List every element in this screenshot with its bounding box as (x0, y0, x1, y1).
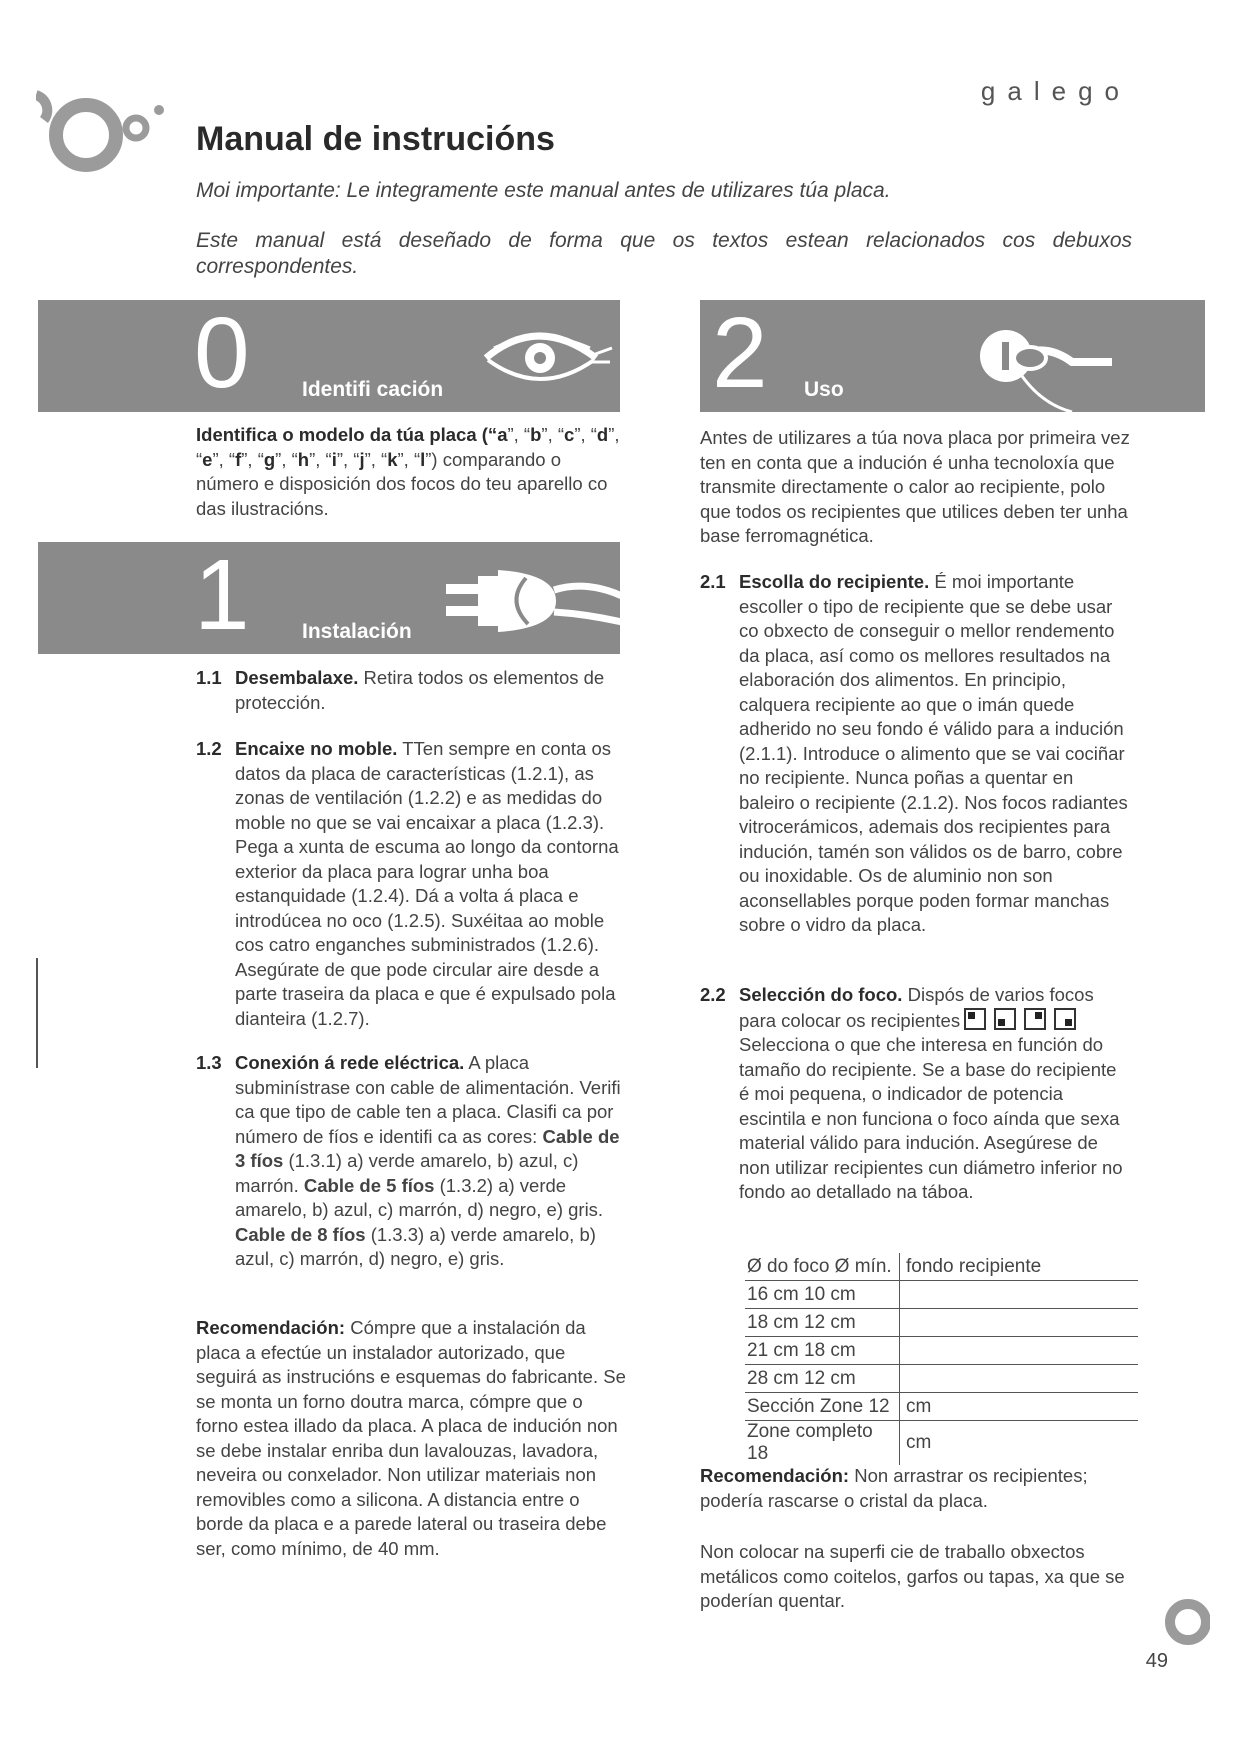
item-2-2-head: Selección do foco. (739, 984, 903, 1005)
section-2-title: Uso (804, 378, 844, 401)
section-0-title: Identifi cación (302, 378, 444, 401)
zone-bottom-left-icon (994, 1008, 1016, 1030)
brand-logo (36, 80, 166, 180)
usage-recommendation: Recomendación: Non arrastrar os recipientes; podería rascarse o cristal da placa. (700, 1465, 1088, 1511)
section-2-intro: Antes de utilizares a túa nova placa por primeira vez ten en conta que a indución é unha tecnoloxía que transmite directamente o calor ao recipiente, polo que todos os recipientes que utilices deben ter unha base ferromagnética. (700, 427, 1130, 546)
finger-touch-icon (972, 320, 1112, 412)
item-1-2-text: TTen sempre en conta os datos da placa de características (1.2.1), as zonas de ventilación (1.2.2) e as medidas do moble no que se vai encaixar a placa (1.2.3). Pega a xunta de escuma ao longo da contorna exterior da placa para lograr unha boa estanquidade (1.2.4). Dá a volta á placa e introdúcea no oco (1.2.5). Suxéitaa ao moble cos catro enganches subministrados (1.2.6). Asegúrate de que pode circular aire desde a parte traseira da placa e que é expulsado pola dianteira (1.2.7). (235, 738, 619, 1029)
zone-top-right-icon (1024, 1008, 1046, 1030)
section-1-title: Instalación (302, 620, 412, 643)
table-row: Zone completo 18 cm (747, 1421, 932, 1464)
section-0-number: 0 (194, 300, 250, 409)
section-0-text: Identifica o modelo da túa placa (“a”, “b”, “c”, “d”, “e”, “f”, “g”, “h”, “i”, “j”, “k”, “l”) comparando o número e disposición dos focos do teu aparello co das ilustracións. (196, 424, 620, 519)
item-2-2-label: 2.2 (700, 984, 726, 1005)
item-2-1-label: 2.1 (700, 571, 726, 592)
plug-icon (446, 556, 620, 646)
footer-logo-ring (1160, 1596, 1210, 1656)
item-1-2-head: Encaixe no moble. (235, 738, 398, 759)
section-0-banner (38, 300, 620, 412)
section-1-banner (38, 542, 620, 654)
table-header-row (745, 1253, 1138, 1281)
item-2-1 (700, 570, 1130, 938)
table-row: 16 cm 10 cm (745, 1281, 1138, 1309)
item-1-3: 1.3 Conexión á rede eléctrica. A placa subminístrase con cable de alimentación. Verifi ca que tipo de cable ten a placa. Clasifi ca por número de fíos e identifi ca as cores: Cable de 3 fíos (1.3.1) a) verde amarelo, b) azul, c) marrón. Cable de 5 fíos (1.3.2) a) verde amarelo, b) azul, c) marrón, d) negro, e) gris. Cable de 8 fíos (1.3.3) a) verde amarelo, b) azul, c) marrón, d) negro, e) gris. (196, 1052, 621, 1269)
table-header-right: fondo recipiente (900, 1253, 1139, 1281)
intro-important: Moi importante: Le integramente este manual antes de utilizares túa placa. (196, 179, 891, 202)
table-header-left: Ø do foco Ø mín. (745, 1253, 900, 1281)
language-label: galego (980, 76, 1131, 106)
zone-top-left-icon (964, 1008, 986, 1030)
recipient-size-table (745, 1253, 1138, 1465)
item-1-1-text: Retira todos os elementos de protección. (235, 667, 605, 713)
zone-bottom-right-icon (1054, 1008, 1076, 1030)
margin-line (36, 958, 38, 1068)
item-1-3-label: 1.3 (196, 1052, 222, 1073)
table-row: 28 cm 12 cm (745, 1365, 1138, 1393)
eye-icon (478, 322, 618, 392)
page-number: 49 (1145, 1650, 1168, 1672)
item-1-1 (196, 666, 632, 715)
page-title: Manual de instrucións (196, 120, 555, 158)
section-1-number: 1 (194, 542, 250, 651)
item-1-2 (196, 737, 622, 1031)
item-2-1-text: É moi importante escoller o tipo de recipiente que se debe usar co obxecto de conseguir o mellor rendemento da placa, así como os mellores resultados na elaboración dos alimentos. En principio, calquera recipiente ao que o imán quede adherido no seu fondo é válido para a indución (2.1.1). Introduce o alimento que se vai cociñar no recipiente. Nunca poñas a quentar en baleiro o recipiente (2.1.2). Nos focos radiantes vitrocerámicos, ademais dos recipientes para indución, tamén son válidos os de barro, cobre ou inoxidable. Os de aluminio non son aconsellables porque poden formar manchas sobre o vidro da placa. (739, 571, 1128, 935)
item-1-3-head: Conexión á rede eléctrica. (235, 1052, 465, 1073)
item-1-1-head: Desembalaxe. (235, 667, 359, 688)
section-2-banner (700, 300, 1205, 412)
section-2-number: 2 (712, 300, 768, 409)
table-row: Sección Zone 12 cm (745, 1393, 1138, 1421)
intro-description: Este manual está deseñado de forma que os textos estean relacionados cos debuxos correspondentes. (196, 229, 1132, 278)
table-row: 18 cm 12 cm (745, 1309, 1138, 1337)
item-1-1-label: 1.1 (196, 667, 222, 688)
usage-note: Non colocar na superfi cie de traballo obxectos metálicos como coitelos, garfos ou tapas, xa que se poderían quentar. (700, 1541, 1125, 1611)
item-2-1-head: Escolla do recipiente. (739, 571, 930, 592)
item-1-2-label: 1.2 (196, 738, 222, 759)
installation-recommendation: Recomendación: Cómpre que a instalación da placa a efectúe un instalador autorizado, que seguirá as instrucións e esquemas do fabricante. Se se monta un forno doutra marca, cómpre que o forno estea illado da placa. A placa de indución non se debe instalar enriba dun lavalouzas, lavadora, neveira ou conxelador. Non utilizar materiais non removibles como a silicona. A distancia entre o borde da placa e a parede lateral ou traseira debe ser, como mínimo, de 40 mm. (196, 1317, 626, 1559)
table-row: 21 cm 18 cm (745, 1337, 1138, 1365)
item-2-2: 2.2 Selección do foco. Dispós de varios focos para colocar os recipientes Selecciona o que che interesa en función do tamaño do recipiente. Se a base do recipiente é moi pequena, o indicador de potencia escintila e non funciona o foco aínda que sexa material válido para indución. Asegúrese de non utilizar recipientes cun diámetro inferior no fondo ao detallado na táboa. (700, 984, 1123, 1202)
